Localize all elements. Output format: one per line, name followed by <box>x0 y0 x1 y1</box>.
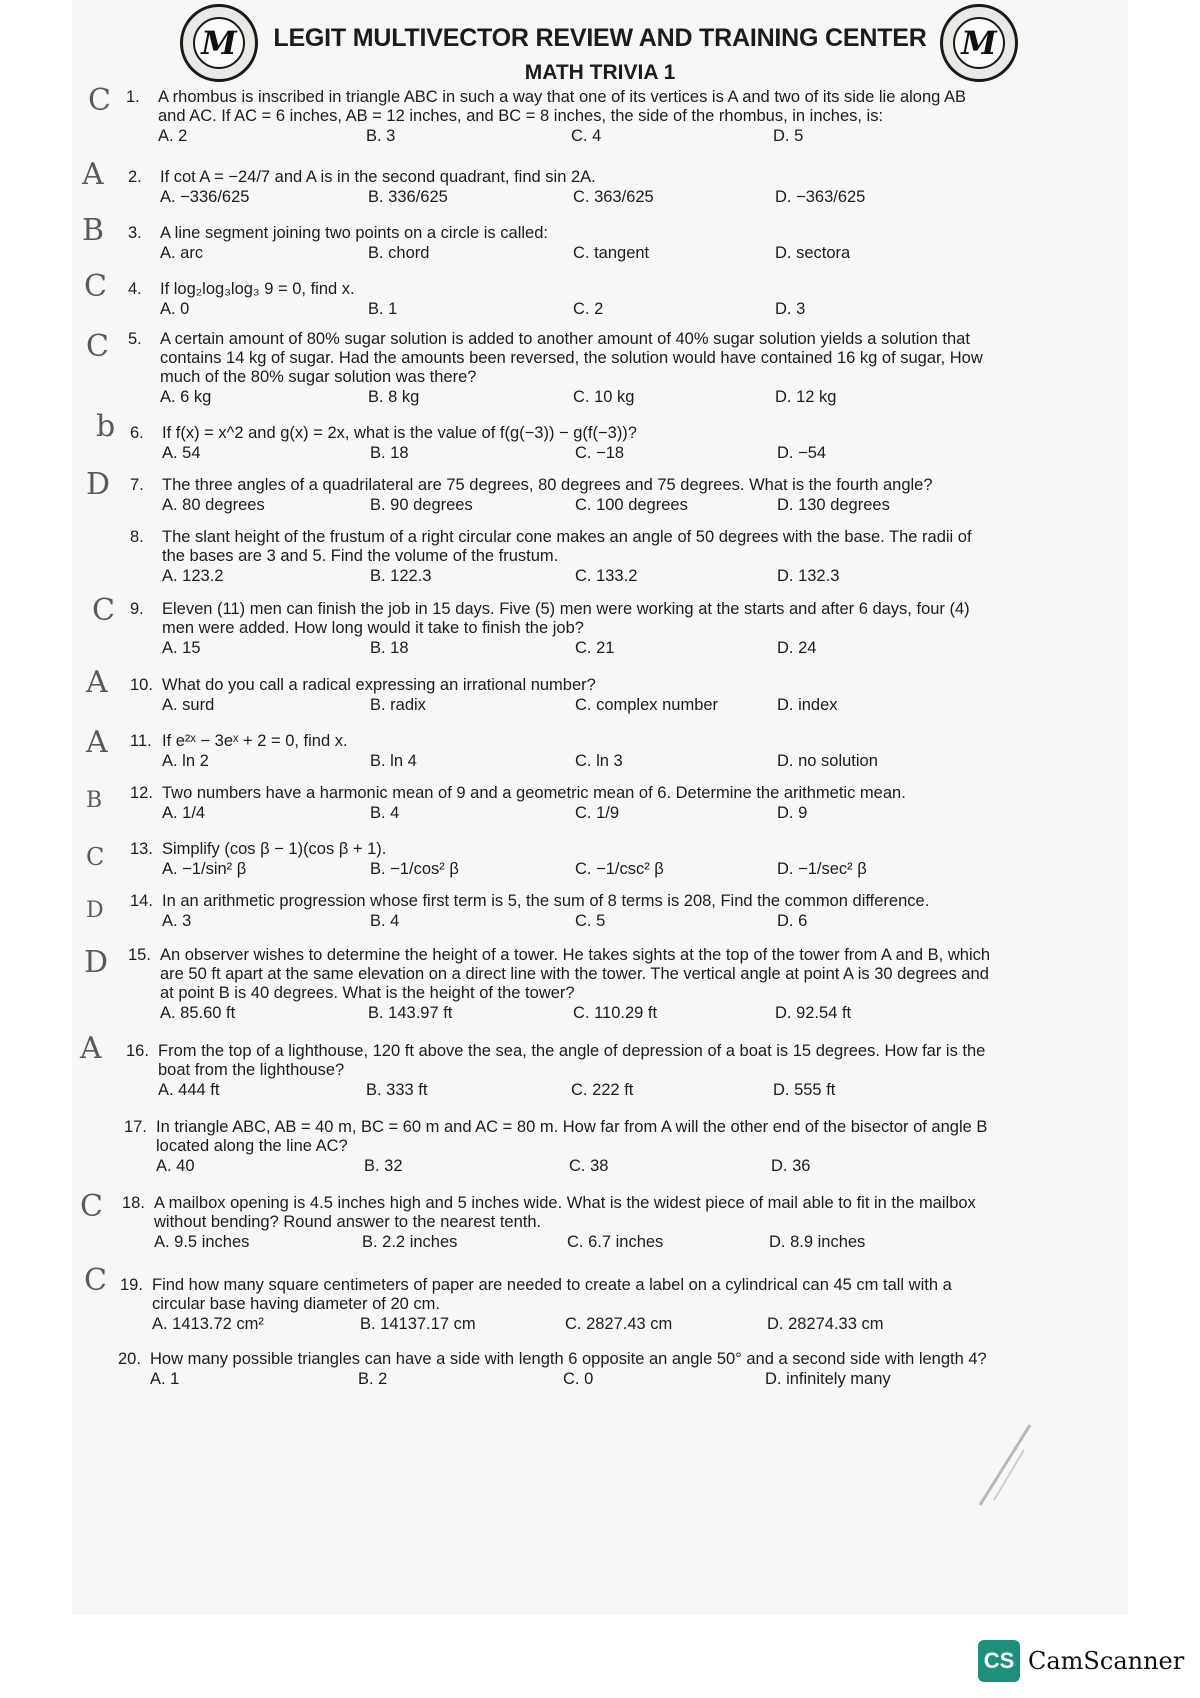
question-number: 11. <box>130 732 152 750</box>
option-a: A. 40 <box>156 1157 195 1175</box>
option-a: A. ln 2 <box>162 752 209 770</box>
question-stem: Two numbers have a harmonic mean of 9 and a geometric mean of 6. Determine the arithmetic mean. <box>162 784 906 802</box>
handwritten-answer: C <box>92 593 115 628</box>
question-number: 9. <box>130 600 144 618</box>
option-a: A. 1 <box>150 1370 180 1388</box>
center-logo-right <box>940 4 1018 82</box>
option-c: C. 100 degrees <box>575 496 688 514</box>
center-logo-left <box>180 4 258 82</box>
option-b: B. ln 4 <box>370 752 417 770</box>
answer-options <box>160 1004 1000 1023</box>
option-d: D. 555 ft <box>773 1081 836 1099</box>
question-stem: A rhombus is inscribed in triangle ABC in such a way that one of its vertices is A and two of its side lie along AB and AC. If AC = 6 inches, AB = 12 inches, and BC = 8 inches, the side of the rhombus, in inches, is: <box>158 88 967 125</box>
question-5 <box>128 330 990 407</box>
handwritten-answer: D <box>86 467 111 502</box>
option-b: B. −1/cos² β <box>370 860 459 878</box>
question-17 <box>124 1118 1004 1176</box>
option-d: D. 130 degrees <box>777 496 890 514</box>
question-stem: A line segment joining two points on a circle is called: <box>160 224 548 242</box>
answer-options <box>162 444 992 463</box>
option-c: C. 2 <box>573 300 604 318</box>
answer-options <box>160 188 990 207</box>
option-c: C. 1/9 <box>575 804 620 822</box>
answer-options <box>162 752 992 771</box>
option-c: C. 38 <box>569 1157 609 1175</box>
question-13 <box>130 840 992 879</box>
answer-options <box>162 912 992 931</box>
handwritten-answer: B <box>86 788 103 813</box>
question-stem: The slant height of the frustum of a right circular cone makes an angle of 50 degrees with the base. The radii of the bases are 3 and 5. Find the volume of the frustum. <box>162 528 972 565</box>
option-d: D. 92.54 ft <box>775 1004 852 1022</box>
answer-options <box>156 1157 1004 1176</box>
option-d: D. 3 <box>775 300 806 318</box>
handwritten-answer: A <box>82 157 104 192</box>
question-20 <box>118 1350 1006 1389</box>
page-title: LEGIT MULTIVECTOR REVIEW AND TRAINING CENTER <box>273 24 927 52</box>
option-a: A. 1/4 <box>162 804 206 822</box>
question-number: 5. <box>128 330 142 348</box>
option-a: A. 9.5 inches <box>154 1233 250 1251</box>
handwritten-answer: A <box>80 1031 102 1066</box>
option-c: C. 363/625 <box>573 188 654 206</box>
question-number: 18. <box>122 1194 145 1212</box>
option-b: B. chord <box>368 244 430 262</box>
option-d: D. infinitely many <box>765 1370 891 1388</box>
option-a: A. −1/sin² β <box>162 860 247 878</box>
question-10 <box>130 676 992 715</box>
option-b: B. 3 <box>366 127 396 145</box>
question-11 <box>130 732 992 771</box>
handwritten-answer: B <box>82 213 105 248</box>
option-c: C. 222 ft <box>571 1081 634 1099</box>
question-stem: How many possible triangles can have a side with length 6 opposite an angle 50° and a second side with length 4? <box>150 1350 987 1368</box>
option-a: A. 85.60 ft <box>160 1004 236 1022</box>
option-d: D. 28274.33 cm <box>767 1315 884 1333</box>
question-stem: In triangle ABC, AB = 40 m, BC = 60 m and AC = 80 m. How far from A will the other end of the bisector of angle B located along the line AC? <box>156 1118 988 1155</box>
option-b: B. 1 <box>368 300 398 318</box>
option-b: B. 14137.17 cm <box>360 1315 476 1333</box>
question-stem: Eleven (11) men can finish the job in 15 days. Five (5) men were working at the starts and after 6 days, four (4) men were added. How long would it take to finish the job? <box>162 600 970 637</box>
option-d: D. 9 <box>777 804 808 822</box>
option-c: C. −1/csc² β <box>575 860 664 878</box>
question-stem: What do you call a radical expressing an irrational number? <box>162 676 596 694</box>
option-d: D. −363/625 <box>775 188 866 206</box>
option-b: B. 2 <box>358 1370 388 1388</box>
question-number: 10. <box>130 676 153 694</box>
option-b: B. 122.3 <box>370 567 432 585</box>
question-19 <box>120 1276 1008 1334</box>
question-7 <box>130 476 992 515</box>
question-2 <box>128 168 990 207</box>
option-c: C. −18 <box>575 444 625 462</box>
handwritten-answer: b <box>96 409 116 444</box>
question-number: 1. <box>126 88 140 106</box>
handwritten-answer: C <box>86 843 105 871</box>
option-c: C. 21 <box>575 639 615 657</box>
option-d: D. −54 <box>777 444 827 462</box>
option-c: C. 110.29 ft <box>573 1004 658 1022</box>
option-b: B. radix <box>370 696 426 714</box>
question-stem: An observer wishes to determine the height of a tower. He takes sights at the top of the tower from A and B, which are 50 ft apart at the same elevation on a direct line with the tower. The vertical angle at point A is 30 degrees and at point B is 40 degrees. What is the height of the tower? <box>160 946 991 1002</box>
option-d: D. 132.3 <box>777 567 840 585</box>
answer-options <box>162 496 992 515</box>
option-b: B. 333 ft <box>366 1081 428 1099</box>
question-number: 15. <box>128 946 151 964</box>
option-d: D. 5 <box>773 127 804 145</box>
question-stem: Find how many square centimeters of paper are needed to create a label on a cylindrical can 45 cm tall with a circular base having diameter of 20 cm. <box>152 1276 952 1313</box>
question-stem: A certain amount of 80% sugar solution is added to another amount of 40% sugar solution yields a solution that contains 14 kg of sugar. Had the amounts been reversed, the solution would have contained 16 kg of sugar, How much of the 80% sugar solution was there? <box>160 330 983 386</box>
option-c: C. 0 <box>563 1370 594 1388</box>
option-a: A. 6 kg <box>160 388 212 406</box>
question-8 <box>130 528 992 586</box>
option-a: A. 1413.72 cm² <box>152 1315 264 1333</box>
question-18 <box>122 1194 1002 1252</box>
option-d: D. 24 <box>777 639 817 657</box>
option-c: C. 6.7 inches <box>567 1233 664 1251</box>
option-d: D. 36 <box>771 1157 811 1175</box>
option-c: C. 2827.43 cm <box>565 1315 673 1333</box>
option-d: D. sectora <box>775 244 851 262</box>
handwritten-answer: D <box>84 945 109 980</box>
option-b: B. 336/625 <box>368 188 448 206</box>
question-number: 6. <box>130 424 144 442</box>
handwritten-answer: C <box>86 329 109 364</box>
question-number: 17. <box>124 1118 147 1136</box>
camscanner-logo-icon: CS <box>978 1640 1020 1682</box>
option-b: B. 18 <box>370 639 409 657</box>
question-stem: The three angles of a quadrilateral are 75 degrees, 80 degrees and 75 degrees. What is the fourth angle? <box>162 476 933 494</box>
question-number: 19. <box>120 1276 143 1294</box>
question-1 <box>126 88 988 146</box>
option-a: A. 3 <box>162 912 192 930</box>
option-c: C. 4 <box>571 127 602 145</box>
page-subtitle: MATH TRIVIA 1 <box>524 61 676 84</box>
question-number: 4. <box>128 280 142 298</box>
option-a: A. arc <box>160 244 204 262</box>
question-stem: From the top of a lighthouse, 120 ft above the sea, the angle of depression of a boat is 15 degrees. How far is the boat from the lighthouse? <box>158 1042 986 1079</box>
option-b: B. 18 <box>370 444 409 462</box>
option-b: B. 4 <box>370 912 400 930</box>
question-stem: If f(x) = x^2 and g(x) = 2x, what is the value of f(g(−3)) − g(f(−3))? <box>162 424 637 442</box>
answer-options <box>160 244 990 263</box>
option-d: D. no solution <box>777 752 878 770</box>
question-number: 20. <box>118 1350 141 1368</box>
option-b: B. 32 <box>364 1157 403 1175</box>
handwritten-answer: C <box>84 269 107 304</box>
option-d: D. −1/sec² β <box>777 860 867 878</box>
option-a: A. surd <box>162 696 215 714</box>
option-d: D. index <box>777 696 838 714</box>
option-c: C. ln 3 <box>575 752 623 770</box>
question-16 <box>126 1042 998 1100</box>
logo-letter: M <box>953 17 1005 69</box>
handwritten-answer: C <box>84 1263 107 1298</box>
handwritten-answer: A <box>86 665 108 700</box>
answer-options <box>162 696 992 715</box>
question-number: 3. <box>128 224 142 242</box>
answer-options <box>160 300 990 319</box>
option-a: A. 0 <box>160 300 190 318</box>
page-fold-decoration <box>960 1420 1040 1510</box>
option-a: A. 80 degrees <box>162 496 265 514</box>
option-a: A. 2 <box>158 127 188 145</box>
option-b: B. 2.2 inches <box>362 1233 458 1251</box>
question-number: 2. <box>128 168 142 186</box>
answer-options <box>154 1233 1002 1252</box>
question-number: 14. <box>130 892 153 910</box>
question-stem: If log₂log₃log₃ 9 = 0, find x. <box>160 280 355 298</box>
logo-letter: M <box>193 17 245 69</box>
camscanner-brand: CamScanner <box>1028 1647 1185 1675</box>
question-14 <box>130 892 992 931</box>
question-9 <box>130 600 992 658</box>
question-stem: If cot A = −24/7 and A is in the second quadrant, find sin 2A. <box>160 168 596 186</box>
option-c: C. 10 kg <box>573 388 635 406</box>
option-c: C. complex number <box>575 696 719 714</box>
question-stem: If e²ˣ − 3eˣ + 2 = 0, find x. <box>162 732 348 750</box>
question-number: 13. <box>130 840 153 858</box>
handwritten-answer: C <box>88 83 111 118</box>
option-b: B. 143.97 ft <box>368 1004 453 1022</box>
answer-options <box>162 804 992 823</box>
question-number: 7. <box>130 476 144 494</box>
answer-options <box>162 860 992 879</box>
answer-options <box>158 127 988 146</box>
option-d: D. 12 kg <box>775 388 837 406</box>
option-c: C. tangent <box>573 244 650 262</box>
question-number: 16. <box>126 1042 149 1060</box>
option-c: C. 5 <box>575 912 606 930</box>
answer-options <box>150 1370 1006 1389</box>
handwritten-answer: C <box>80 1189 103 1224</box>
option-d: D. 6 <box>777 912 808 930</box>
answer-options <box>152 1315 1008 1334</box>
option-a: A. 54 <box>162 444 201 462</box>
question-12 <box>130 784 992 823</box>
option-b: B. 4 <box>370 804 400 822</box>
question-stem: In an arithmetic progression whose first term is 5, the sum of 8 terms is 208, Find the common difference. <box>162 892 930 910</box>
option-a: A. 123.2 <box>162 567 224 585</box>
option-c: C. 133.2 <box>575 567 638 585</box>
question-15 <box>128 946 1000 1023</box>
handwritten-answer: A <box>86 725 108 760</box>
question-stem: A mailbox opening is 4.5 inches high and 5 inches wide. What is the widest piece of mail able to fit in the mailbox without bending? Round answer to the nearest tenth. <box>154 1194 976 1231</box>
option-b: B. 8 kg <box>368 388 420 406</box>
question-number: 12. <box>130 784 153 802</box>
option-b: B. 90 degrees <box>370 496 473 514</box>
option-a: A. −336/625 <box>160 188 250 206</box>
question-stem: Simplify (cos β − 1)(cos β + 1). <box>162 840 387 858</box>
answer-options <box>162 639 992 658</box>
option-a: A. 15 <box>162 639 201 657</box>
answer-options <box>162 567 992 586</box>
handwritten-answer: D <box>86 898 104 923</box>
option-d: D. 8.9 inches <box>769 1233 866 1251</box>
option-a: A. 444 ft <box>158 1081 220 1099</box>
question-3 <box>128 224 990 263</box>
answer-options <box>160 388 990 407</box>
answer-options <box>158 1081 998 1100</box>
question-4 <box>128 280 990 319</box>
question-number: 8. <box>130 528 144 546</box>
question-6 <box>130 424 992 463</box>
